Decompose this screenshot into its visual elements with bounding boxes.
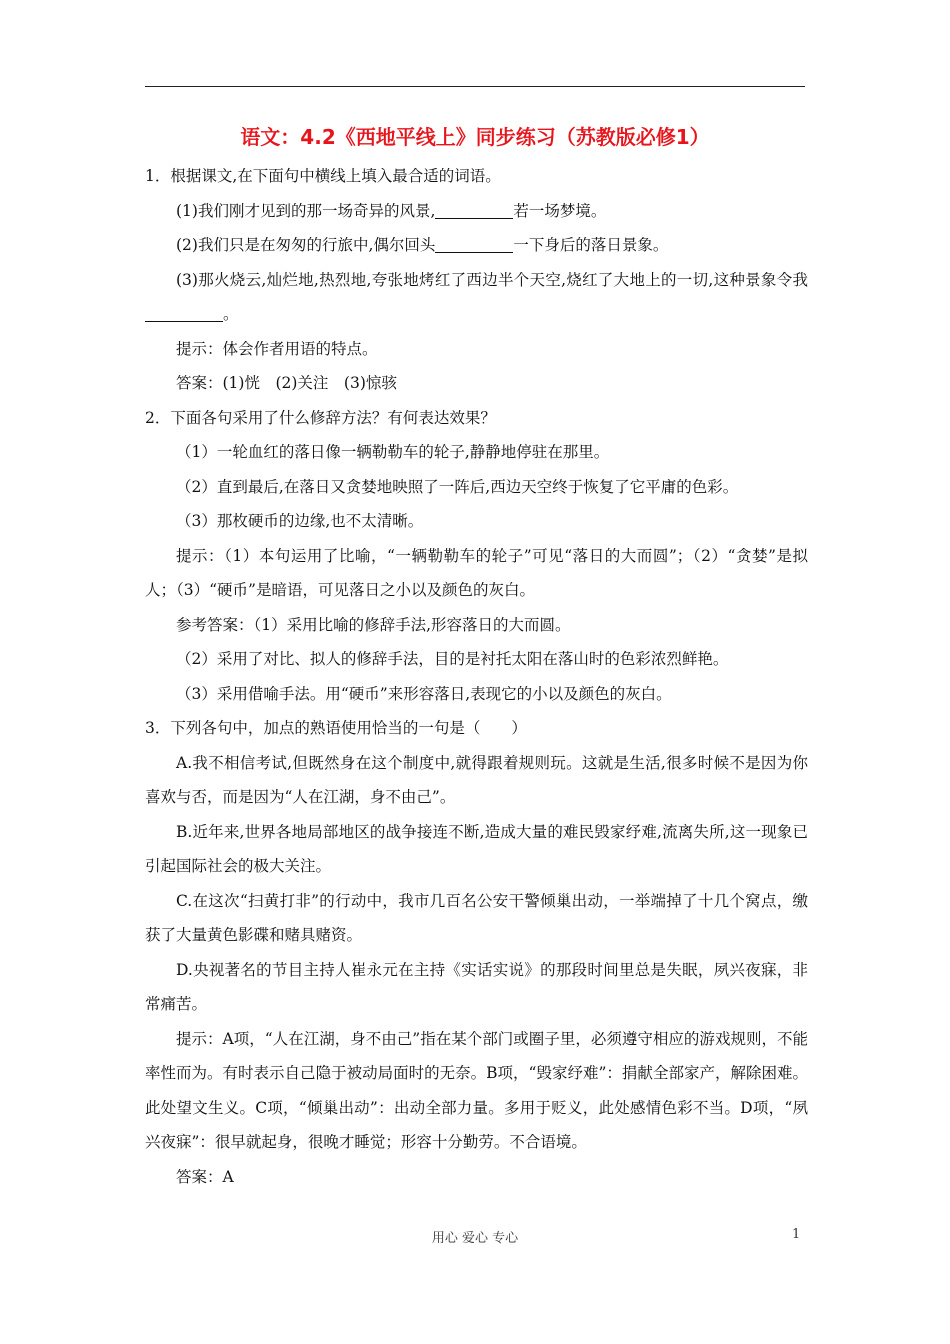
document-body [145, 159, 808, 1194]
q1-s3-text: (3)那火烧云,灿烂地,热烈地,夸张地烤红了西边半个天空,烧红了大地上的一切,这种景象令我 [176, 270, 808, 289]
q2-sentence-3: （3）那枚硬币的边缘,也不太清晰。 [176, 512, 424, 530]
q2-reference-answer: 参考答案：（1）采用比喻的修辞手法,形容落日的大而圆。 [176, 615, 571, 634]
q1-s1-text: (1)我们刚才见到的那一场奇异的风景, [176, 201, 436, 220]
q3-option-d: D.央视著名的节目主持人崔永元在主持《实话实说》的那段时间里总是失眠，夙兴夜寐，非常痛苦。 [145, 960, 808, 1013]
q2-sentence-1: （1）一轮血红的落日像一辆勒勒车的轮子,静静地停驻在那里。 [176, 443, 610, 461]
q2-sentence-2: （2）直到最后,在落日又贪婪地映照了一阵后,西边天空终于恢复了它平庸的色彩。 [176, 477, 739, 496]
q1-sentence-1 [145, 194, 808, 229]
q1-sentence-2 [145, 228, 808, 263]
q3-option-b: B.近年来,世界各地局部地区的战争接连不断,造成大量的难民毁家纾难,流离失所,这一现象已引起国际社会的极大关注。 [145, 822, 808, 875]
q3-stem: 3．下列各句中，加点的熟语使用恰当的一句是（ ） [145, 719, 527, 737]
q1-s3-tail: 。 [223, 305, 239, 323]
header-rule [145, 86, 805, 87]
q2-reference-answer-3: （3）采用借喻手法。用“硬币”来形容落日,表现它的小以及颜色的灰白。 [176, 684, 672, 703]
q3-answer: 答案：A [176, 1167, 234, 1186]
q3-hint: 提示：A项，“人在江湖，身不由己”指在某个部门或圈子里，必须遵守相应的游戏规则，不能率性而为。有时表示自己隐于被动局面时的无奈。B项，“毁家纾难”：捐献全部家产，解除困难。此处望文生义。C项，“倾巢出动”：出动全部力量。多用于贬义，此处感情色彩不当。D项，“夙兴夜寐”：很早就起身，很晚才睡觉；形容十分勤劳。不合语境。 [145, 1029, 808, 1151]
q1-s2-text: (2)我们只是在匆匆的行旅中,偶尔回头 [176, 236, 436, 254]
fill-blank [145, 306, 223, 323]
q2-hint: 提示：（1）本句运用了比喻，“一辆勒勒车的轮子”可见“落日的大而圆”；（2）“贪婪”是拟人；（3）“硬币”是暗语，可见落日之小以及颜色的灰白。 [145, 546, 808, 599]
page-number: 1 [792, 1227, 801, 1242]
q1-sentence-3 [145, 263, 808, 332]
fill-blank [435, 202, 513, 219]
footer-motto: 用心 爱心 专心 [431, 1231, 519, 1246]
q2-stem: 2．下面各句采用了什么修辞方法？有何表达效果？ [145, 408, 496, 427]
q1-stem: 1．根据课文,在下面句中横线上填入最合适的词语。 [145, 167, 501, 185]
q3-option-a: A.我不相信考试,但既然身在这个制度中,就得跟着规则玩。这就是生活,很多时候不是因为你喜欢与否，而是因为“人在江湖，身不由己”。 [145, 753, 808, 806]
page-title: 语文：4.2《西地平线上》同步练习（苏教版必修1） [240, 125, 710, 149]
fill-blank [435, 237, 513, 254]
q2-reference-answer-2: （2）采用了对比、拟人的修辞手法，目的是衬托太阳在落山时的色彩浓烈鲜艳。 [176, 650, 729, 668]
q1-s2-tail: 一下身后的落日景象。 [513, 236, 669, 254]
q1-hint: 提示：体会作者用语的特点。 [176, 339, 378, 358]
q3-option-c: C.在这次“扫黄打非”的行动中，我市几百名公安干警倾巢出动，一举端掉了十几个窝点，缴获了大量黄色影碟和赌具赌资。 [145, 891, 808, 944]
q1-s1-tail: 若一场梦境。 [513, 201, 607, 220]
q1-answer: 答案：(1)恍 (2)关注 (3)惊骇 [176, 374, 397, 392]
